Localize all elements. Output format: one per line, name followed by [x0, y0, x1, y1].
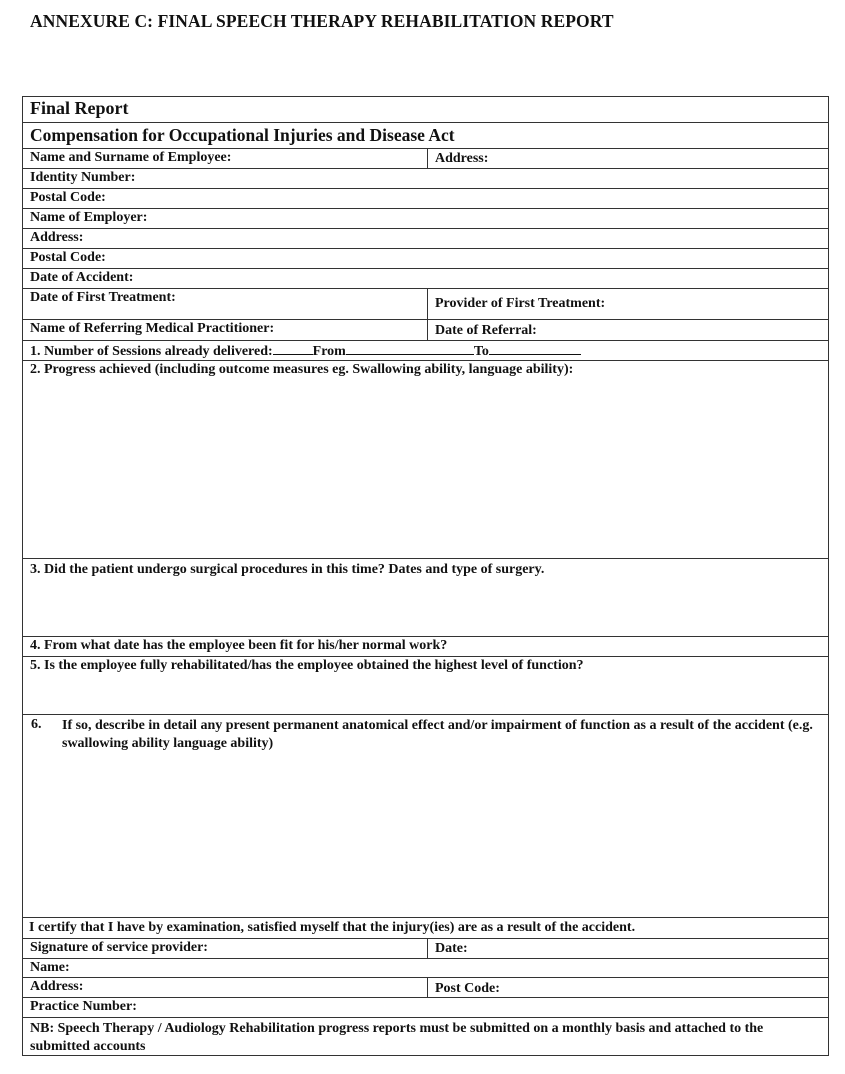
employer-address-field[interactable]: Address: — [30, 230, 84, 245]
employer-name-field[interactable]: Name of Employer: — [30, 210, 148, 225]
signature-row[interactable] — [23, 938, 828, 958]
act-row — [23, 122, 828, 148]
date-field[interactable]: Date: — [427, 939, 828, 958]
q3-surgery-field[interactable]: 3. Did the patient undergo surgical procedures in this time? Dates and type of surgery. — [30, 562, 545, 577]
q5-rehabilitated-field[interactable]: 5. Is the employee fully rehabilitated/has the employee obtained the highest level of function? — [30, 658, 584, 673]
date-of-referral-field[interactable]: Date of Referral: — [427, 320, 828, 340]
date-of-accident-field[interactable]: Date of Accident: — [30, 270, 134, 285]
q6-impairment-field[interactable]: If so, describe in detail any present permanent anatomical effect and/or impairment of function as a result of the accident (e.g. swallowing ability language ability) — [62, 718, 813, 752]
provider-address-row[interactable] — [23, 977, 828, 997]
q6-row[interactable] — [23, 714, 828, 917]
employee-address-field[interactable]: Address: — [427, 149, 828, 168]
final-report-form — [22, 96, 829, 1056]
date-of-accident-row[interactable] — [23, 268, 828, 288]
employee-row[interactable] — [23, 148, 828, 168]
form-heading-row — [23, 97, 828, 122]
q3-row[interactable] — [23, 558, 828, 636]
q1-sessions-field[interactable] — [23, 341, 828, 360]
identity-number-row[interactable] — [23, 168, 828, 188]
nb-row — [23, 1017, 828, 1055]
employee-postal-code-field[interactable]: Postal Code: — [30, 190, 106, 205]
q4-row[interactable] — [23, 636, 828, 656]
certification-row — [23, 917, 828, 938]
employee-name-field[interactable]: Name and Surname of Employee: — [30, 150, 232, 165]
q1-count-blank[interactable] — [273, 342, 313, 355]
practice-number-row[interactable] — [23, 997, 828, 1017]
signature-field[interactable]: Signature of service provider: — [30, 940, 208, 955]
employer-postal-code-row[interactable] — [23, 248, 828, 268]
date-first-treatment-field[interactable]: Date of First Treatment: — [30, 290, 176, 305]
q1-from-label: From — [312, 344, 346, 359]
employer-address-row[interactable] — [23, 228, 828, 248]
q1-label: 1. Number of Sessions already delivered: — [30, 344, 273, 359]
employer-name-row[interactable] — [23, 208, 828, 228]
act-title: Compensation for Occupational Injuries and Disease Act — [30, 125, 455, 145]
identity-number-field[interactable]: Identity Number: — [30, 170, 136, 185]
q1-to-label: To — [473, 344, 489, 359]
q4-fit-for-work-field[interactable]: 4. From what date has the employee been fit for his/her normal work? — [30, 638, 448, 653]
practice-number-field[interactable]: Practice Number: — [30, 999, 137, 1014]
post-code-field[interactable]: Post Code: — [427, 978, 828, 997]
q1-from-blank[interactable] — [346, 342, 474, 355]
q2-progress-field[interactable]: 2. Progress achieved (including outcome measures eg. Swallowing ability, language ability): — [30, 362, 574, 377]
q1-row[interactable] — [23, 340, 828, 360]
q5-row[interactable] — [23, 656, 828, 714]
annexure-title: ANNEXURE C: FINAL SPEECH THERAPY REHABILITATION REPORT — [30, 11, 614, 31]
employer-postal-code-field[interactable]: Postal Code: — [30, 250, 106, 265]
provider-address-field[interactable]: Address: — [30, 979, 84, 994]
q2-row[interactable] — [23, 360, 828, 558]
q1-to-blank[interactable] — [489, 342, 581, 355]
first-treatment-row[interactable] — [23, 288, 828, 319]
employee-postal-code-row[interactable] — [23, 188, 828, 208]
q6-number: 6. — [31, 717, 42, 732]
provider-first-treatment-field[interactable]: Provider of First Treatment: — [427, 289, 828, 319]
name-field[interactable]: Name: — [30, 960, 70, 975]
nb-note: NB: Speech Therapy / Audiology Rehabilitation progress reports must be submitted on a monthly basis and attached to the submitted accounts — [30, 1021, 764, 1055]
certification-text: I certify that I have by examination, satisfied myself that the injury(ies) are as a result of the accident. — [29, 920, 636, 935]
referring-practitioner-field[interactable]: Name of Referring Medical Practitioner: — [30, 321, 275, 336]
referral-row[interactable] — [23, 319, 828, 340]
name-row[interactable] — [23, 958, 828, 977]
form-heading: Final Report — [30, 98, 129, 118]
